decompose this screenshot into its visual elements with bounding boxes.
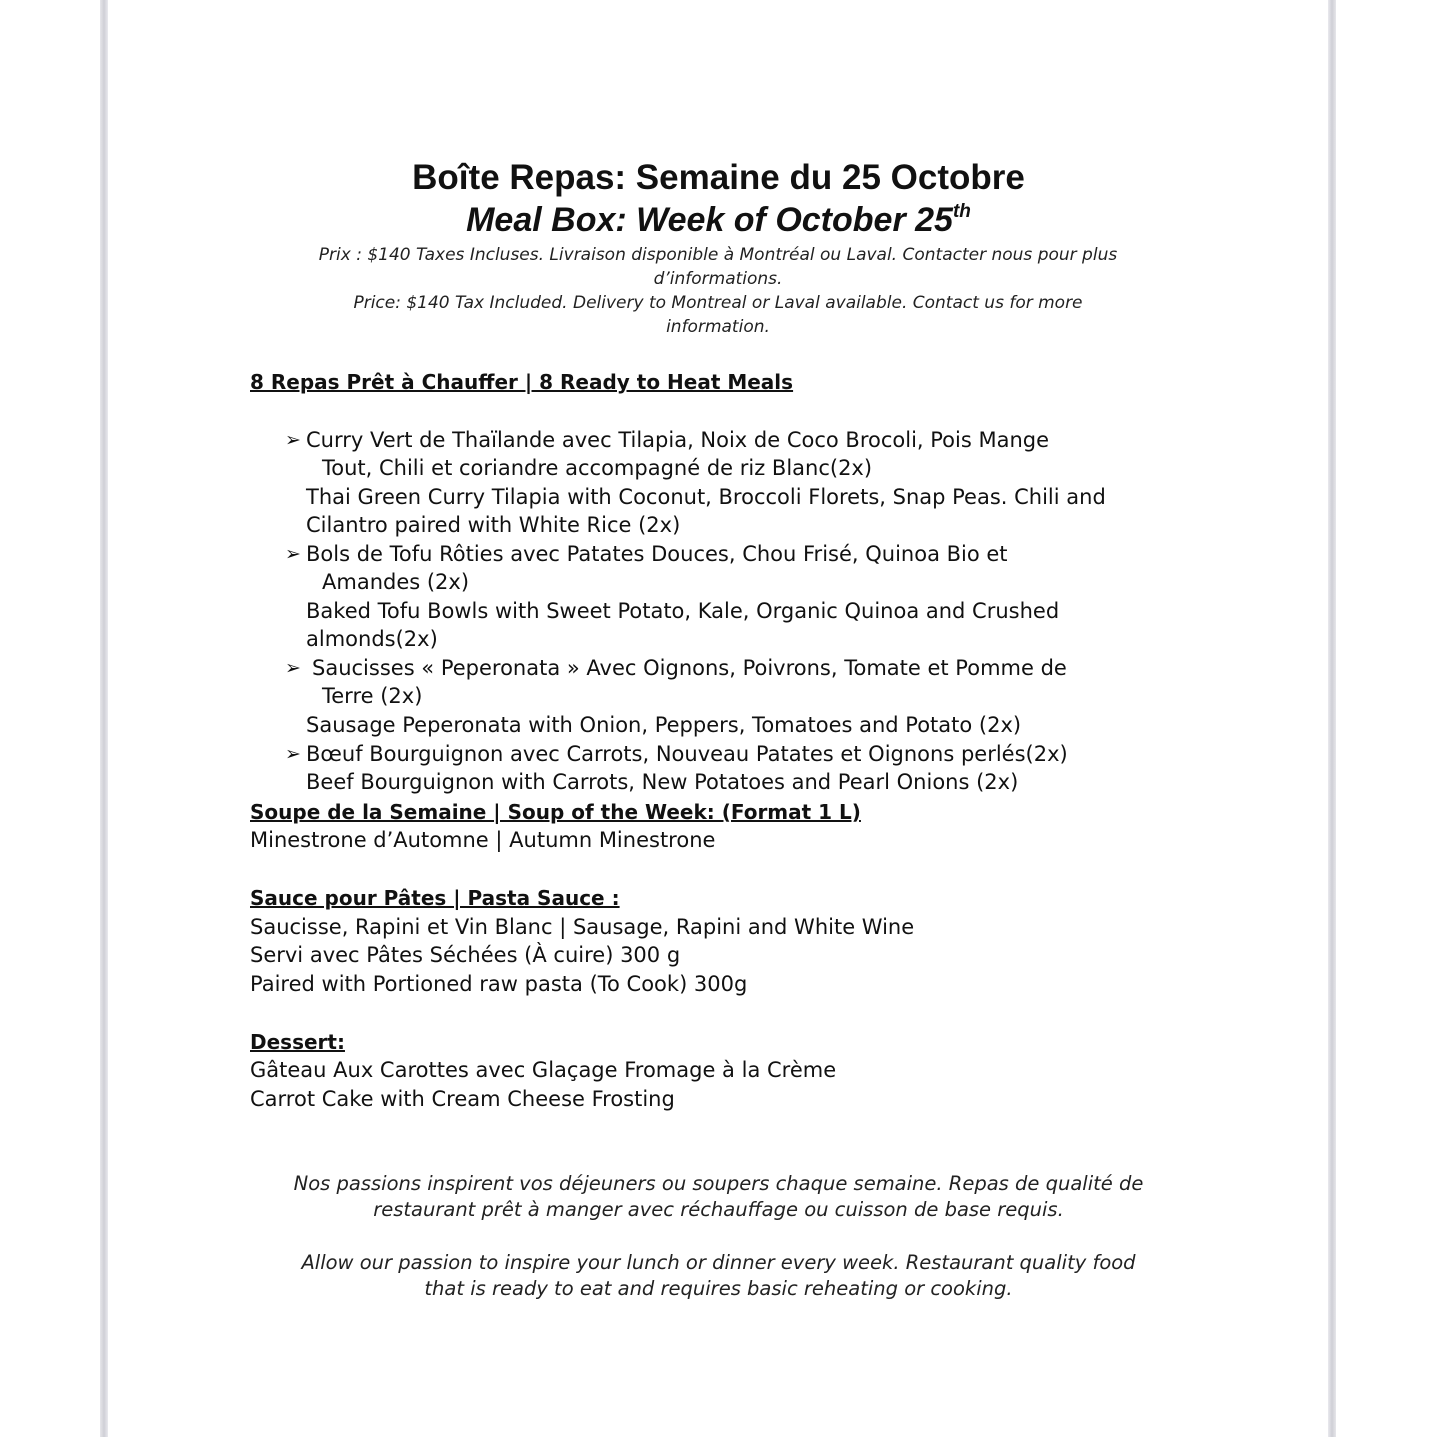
meal-1-fr-line-1: Curry Vert de Thaïlande avec Tilapia, Noix de Coco Brocoli, Pois Mange — [306, 428, 1050, 452]
footer-french — [240, 1171, 1197, 1223]
footer-english — [240, 1250, 1197, 1302]
meal-2-fr-line-1: Bols de Tofu Rôties avec Patates Douces, Chou Frisé, Quinoa Bio et — [306, 542, 1008, 566]
sauce-heading: Sauce pour Pâtes | Pasta Sauce : — [250, 886, 620, 910]
meal-3-fr-line-1: Saucisses « Peperonata » Avec Oignons, Poivrons, Tomate et Pomme de — [312, 656, 1067, 680]
soup-line: Minestrone d’Automne | Autumn Minestrone — [250, 828, 716, 852]
title-english-text: Meal Box: Week of October 25 — [466, 201, 953, 239]
title-french: Boîte Repas: Semaine du 25 Octobre — [412, 158, 1025, 197]
footer-french-line: Nos passions inspirent vos déjeuners ou soupers chaque semaine. Repas de qualité de — [293, 1172, 1144, 1195]
price-info-english-line: information. — [666, 317, 770, 337]
meal-2-fr-line-2: Amandes (2x) — [322, 570, 470, 594]
meal-2-en-line-2: almonds(2x) — [306, 627, 438, 651]
bullet-arrow-icon: ➢ — [285, 657, 301, 679]
meal-1-fr-line-2: Tout, Chili et coriandre accompagné de riz Blanc(2x) — [322, 456, 873, 480]
meal-1-en-line-1: Thai Green Curry Tilapia with Coconut, Broccoli Florets, Snap Peas. Chili and — [306, 485, 1106, 509]
meal-3-fr-line-2: Terre (2x) — [322, 684, 423, 708]
footer-french-line: restaurant prêt à manger avec réchauffage ou cuisson de base requis. — [373, 1198, 1064, 1221]
sauce-line: Paired with Portioned raw pasta (To Cook) 300g — [250, 972, 748, 996]
meal-4-en-line-1: Beef Bourguignon with Carrots, New Potatoes and Pearl Onions (2x) — [306, 770, 1019, 794]
price-info-english-line: Price: $140 Tax Included. Delivery to Montreal or Laval available. Contact us for more — [353, 293, 1083, 313]
title-english-superscript: th — [952, 201, 971, 222]
meal-1-en-line-2: Cilantro paired with White Rice (2x) — [306, 513, 681, 537]
bullet-arrow-icon: ➢ — [285, 543, 301, 565]
sauce-line: Servi avec Pâtes Séchées (À cuire) 300 g — [250, 943, 681, 967]
sauce-line: Saucisse, Rapini et Vin Blanc | Sausage, Rapini and White Wine — [250, 915, 915, 939]
meals-heading: 8 Repas Prêt à Chauffer | 8 Ready to Heat Meals — [250, 370, 794, 394]
bullet-arrow-icon: ➢ — [285, 429, 301, 451]
price-info-french-line: d’informations. — [653, 269, 783, 289]
price-info-french — [265, 243, 1171, 291]
dessert-line: Gâteau Aux Carottes avec Glaçage Fromage à la Crème — [250, 1058, 837, 1082]
title-english — [0, 200, 1437, 240]
meal-3-en-line-1: Sausage Peperonata with Onion, Peppers, Tomatoes and Potato (2x) — [306, 713, 1022, 737]
meal-4-fr-line-1: Bœuf Bourguignon avec Carrots, Nouveau Patates et Oignons perlés(2x) — [306, 742, 1068, 766]
soup-heading: Soupe de la Semaine | Soup of the Week: (Format 1 L) — [250, 800, 861, 824]
price-info-english — [265, 291, 1171, 339]
footer-english-line: Allow our passion to inspire your lunch or dinner every week. Restaurant quality food — [301, 1251, 1136, 1274]
dessert-heading: Dessert: — [250, 1030, 345, 1054]
bullet-arrow-icon: ➢ — [285, 743, 301, 765]
dessert-line: Carrot Cake with Cream Cheese Frosting — [250, 1087, 675, 1111]
price-info-french-line: Prix : $140 Taxes Incluses. Livraison disponible à Montréal ou Laval. Contacter nous pour plus — [318, 245, 1118, 265]
footer-english-line: that is ready to eat and requires basic reheating or cooking. — [424, 1277, 1013, 1300]
meal-2-en-line-1: Baked Tofu Bowls with Sweet Potato, Kale, Organic Quinoa and Crushed — [306, 599, 1060, 623]
